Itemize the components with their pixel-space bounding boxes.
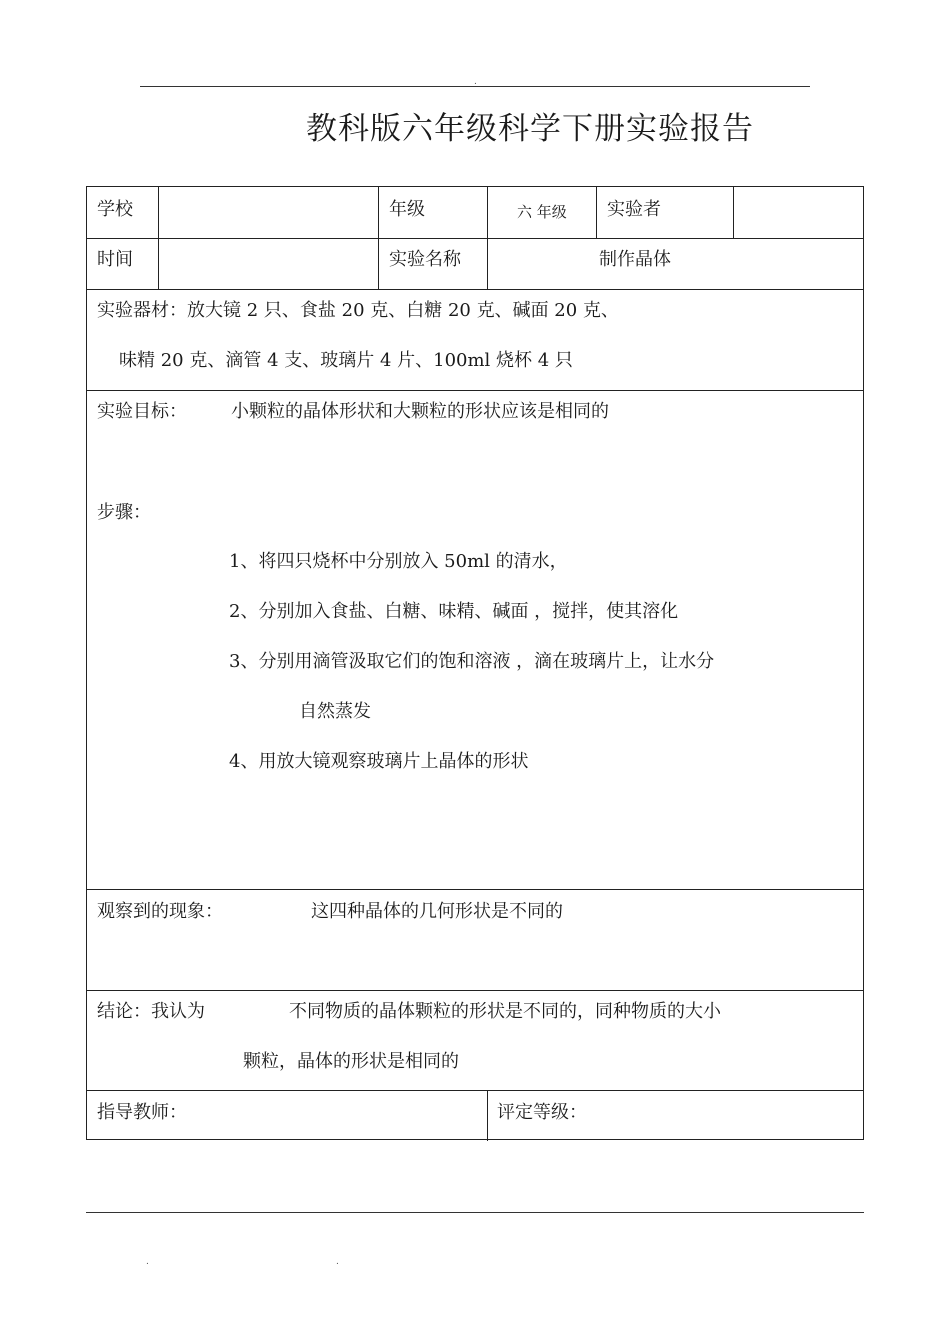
header-dot: . [474, 77, 477, 87]
col-divider [487, 187, 488, 289]
col-divider [487, 1090, 488, 1141]
page-title: 教科版六年级科学下册实验报告 [306, 111, 754, 147]
grade-label: 年级 [389, 199, 425, 220]
footer-dot: . [146, 1257, 149, 1267]
row-divider [87, 238, 863, 239]
goal-label: 实验目标： [97, 401, 187, 422]
materials-line-2: 味精 20 克、滴管 4 支、玻璃片 4 片、100ml 烧杯 4 只 [119, 350, 573, 371]
row-divider [87, 1090, 863, 1091]
observation-value: 这四种晶体的几何形状是不同的 [311, 901, 563, 922]
experiment-name-value[interactable]: 制作晶体 [599, 249, 671, 270]
footer-dot: . [336, 1257, 339, 1267]
conclusion-label: 结论：我认为 [97, 1001, 205, 1022]
row-divider [87, 889, 863, 890]
row-divider [87, 289, 863, 290]
step-item: 4、用放大镜观察玻璃片上晶体的形状 [229, 751, 529, 772]
conclusion-line-1: 不同物质的晶体颗粒的形状是不同的，同种物质的大小 [289, 1001, 721, 1022]
teacher-label: 指导教师： [97, 1102, 187, 1123]
col-divider [158, 187, 159, 289]
row-divider [87, 390, 863, 391]
step-item-continued: 自然蒸发 [299, 701, 371, 722]
grade-value[interactable]: 六 年级 [517, 203, 567, 221]
materials-line-1: 实验器材：放大镜 2 只、食盐 20 克、白糖 20 克、碱面 20 克、 [97, 300, 619, 321]
col-divider [378, 187, 379, 289]
time-label: 时间 [97, 249, 133, 270]
footer-rule [86, 1212, 864, 1213]
row-divider [87, 990, 863, 991]
report-table [86, 186, 864, 1140]
grade-evaluation-label: 评定等级： [497, 1102, 587, 1123]
goal-value: 小颗粒的晶体形状和大颗粒的形状应该是相同的 [231, 401, 609, 422]
experimenter-label: 实验者 [607, 199, 661, 220]
conclusion-line-2: 颗粒，晶体的形状是相同的 [243, 1051, 459, 1072]
steps-label: 步骤： [97, 502, 151, 523]
school-label: 学校 [97, 199, 133, 220]
col-divider [596, 187, 597, 238]
step-item: 2、分别加入食盐、白糖、味精、碱面 ，搅拌，使其溶化 [229, 601, 679, 622]
observation-label: 观察到的现象： [97, 901, 223, 922]
col-divider [733, 187, 734, 238]
step-item: 3、分别用滴管汲取它们的饱和溶液 ，滴在玻璃片上，让水分 [229, 651, 715, 672]
experiment-name-label: 实验名称 [389, 249, 461, 270]
step-item: 1、将四只烧杯中分别放入 50ml 的清水， [229, 551, 568, 572]
